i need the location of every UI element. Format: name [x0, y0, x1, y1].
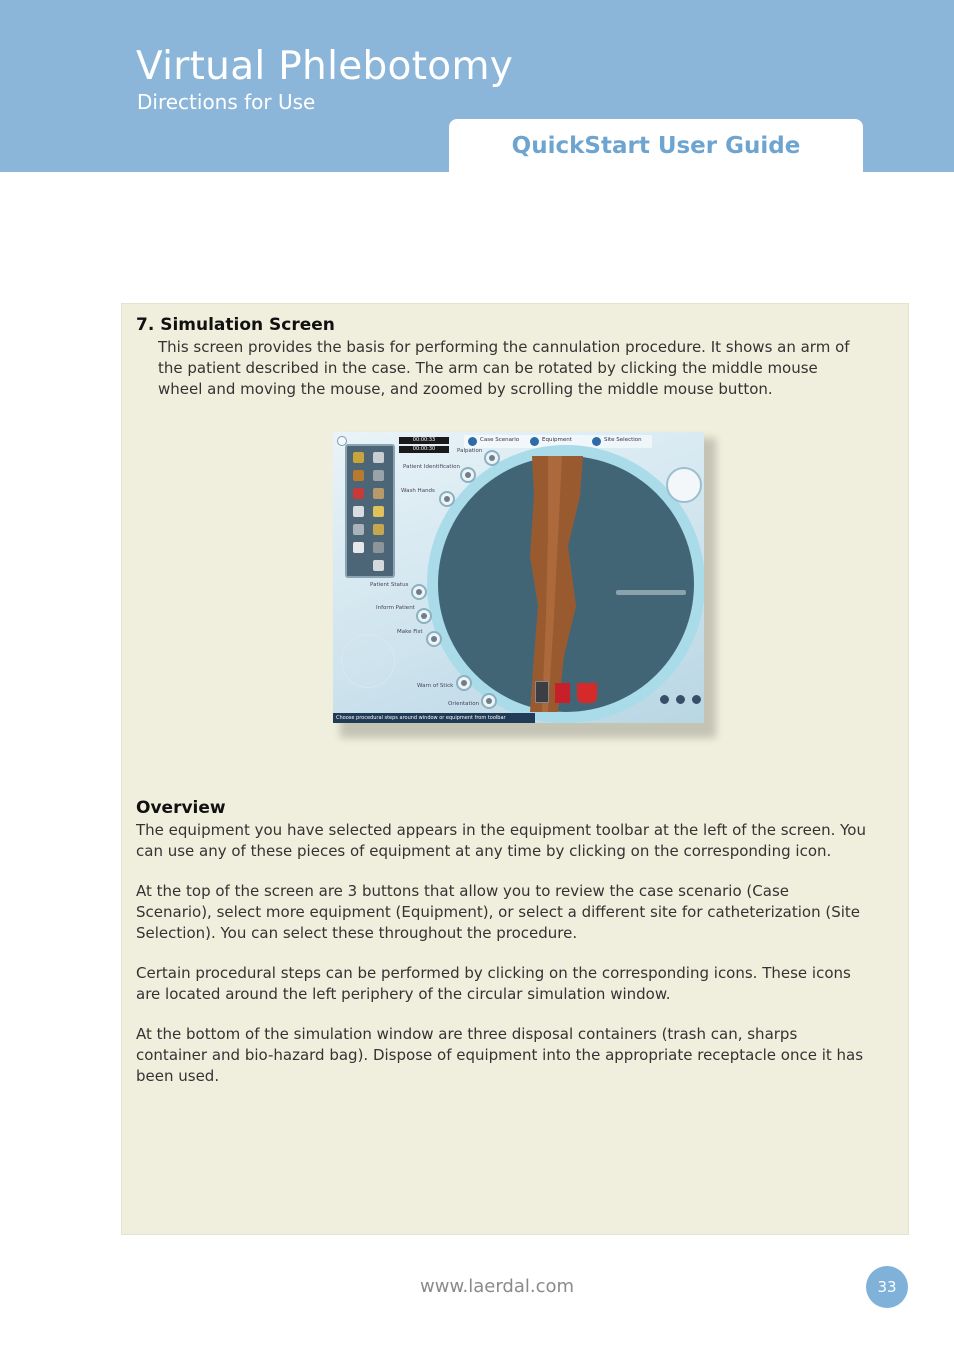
tool-icon: [353, 542, 364, 553]
tool-icon: [373, 542, 384, 553]
site-selection-icon: [592, 437, 601, 446]
tool-icon: [373, 560, 384, 571]
section-intro: This screen provides the basis for performing the cannulation procedure. It shows an arm of the patient described in the case. The arm can be rotated by clicking the middle mouse wheel and moving the mouse, and zoomed by scrolling the middle mouse button.: [158, 338, 850, 398]
tool-icon: [373, 452, 384, 463]
document-title: Virtual Phlebotomy: [136, 44, 514, 89]
wash-hands-icon[interactable]: [439, 491, 455, 507]
simulation-screenshot: [333, 432, 704, 723]
forward-icon[interactable]: [691, 694, 702, 705]
timer: 00:00:33: [399, 437, 449, 444]
help-icon[interactable]: [675, 694, 686, 705]
sharps-container-icon[interactable]: [555, 683, 570, 703]
patient-status-icon[interactable]: [411, 584, 427, 600]
step-label: Inform Patient: [376, 605, 415, 611]
guide-tab-label: QuickStart User Guide: [511, 132, 801, 159]
tool-icon: [373, 506, 384, 517]
step-label: Palpation: [457, 448, 483, 454]
step-label: Patient Identification: [403, 464, 460, 470]
palpation-icon[interactable]: [484, 450, 500, 466]
menu-equipment[interactable]: Equipment: [542, 437, 572, 443]
overview-paragraph: The equipment you have selected appears in the equipment toolbar at the left of the screen. You can use any of these pieces of equipment at any time by clicking on the corresponding icon.: [136, 821, 866, 860]
biohazard-bag-icon[interactable]: [577, 683, 597, 703]
section-heading: 7. Simulation Screen: [136, 315, 335, 335]
document-subtitle: Directions for Use: [137, 90, 316, 114]
hand-icon[interactable]: [666, 467, 702, 503]
orientation-icon[interactable]: [481, 693, 497, 709]
inform-patient-icon[interactable]: [416, 608, 432, 624]
tool-icon: [353, 470, 364, 481]
view-circle: [341, 634, 395, 688]
footer-url[interactable]: www.laerdal.com: [420, 1276, 575, 1297]
menu-case-scenario[interactable]: Case Scenario: [480, 437, 520, 443]
make-fist-icon[interactable]: [426, 631, 442, 647]
menu-site-selection[interactable]: Site Selection: [604, 437, 642, 443]
tool-icon: [373, 488, 384, 499]
guide-tab: [449, 119, 863, 172]
step-label: Warn of Stick: [417, 683, 454, 689]
patient-arm[interactable]: [438, 456, 694, 712]
tool-icon: [373, 524, 384, 535]
tool-icon: [373, 470, 384, 481]
step-label: Orientation: [448, 701, 480, 707]
rewind-icon[interactable]: [659, 694, 670, 705]
vein-gauge: [616, 590, 686, 595]
case-scenario-icon: [468, 437, 477, 446]
equipment-icon: [530, 437, 539, 446]
tool-icon: [353, 524, 364, 535]
patient-identification-icon[interactable]: [460, 467, 476, 483]
status-bar: Choose procedural steps around window or equipment from toolbar: [333, 713, 535, 723]
overview-paragraph: At the bottom of the simulation window are three disposal containers (trash can, sharps container and bio-hazard bag). Dispose of equipment into the appropriate receptacle once it has been used.: [136, 1025, 864, 1085]
timer: 00:00:30: [399, 446, 449, 453]
step-label: Wash Hands: [401, 488, 435, 494]
tool-icon: [353, 488, 364, 499]
step-label: Patient Status: [370, 582, 409, 588]
step-label: Make Fist: [397, 629, 423, 635]
tourniquet-icon: [353, 452, 364, 463]
simulation-window: [438, 456, 694, 712]
warn-of-stick-icon[interactable]: [456, 675, 472, 691]
overview-heading: Overview: [136, 798, 226, 818]
tool-icon: [353, 506, 364, 517]
overview-paragraph: Certain procedural steps can be performed by clicking on the corresponding icons. These icons are located around the left periphery of the circular simulation window.: [136, 964, 851, 1003]
page-number: 33: [866, 1266, 908, 1308]
trash-can-icon[interactable]: [535, 681, 549, 703]
overview-paragraph: At the top of the screen are 3 buttons that allow you to review the case scenario (Case Scenario), select more equipment (Equipment), or select a different site for catheterization (Site Selection). You can select these throughout the procedure.: [136, 882, 861, 942]
equipment-toolbar: [345, 444, 395, 578]
